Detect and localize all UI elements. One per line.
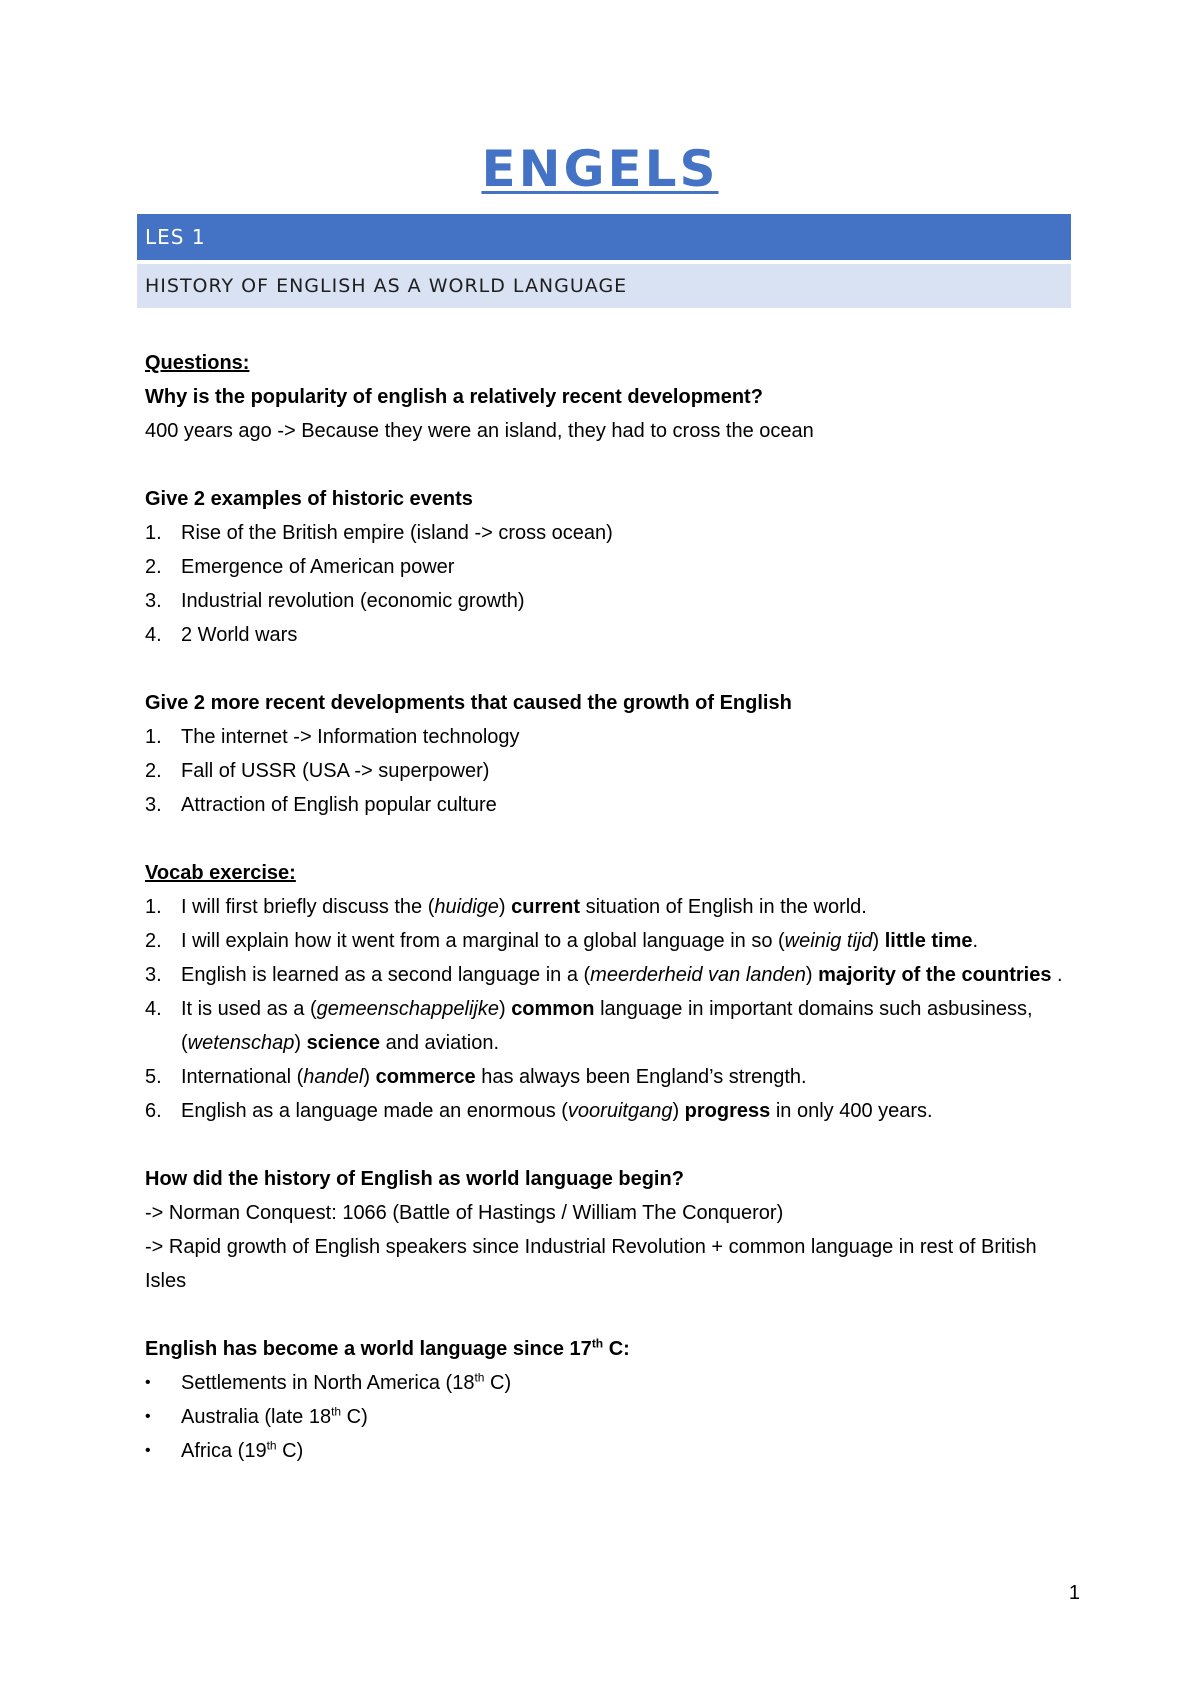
text-run: C) — [341, 1406, 368, 1428]
text-run: C) — [276, 1440, 304, 1462]
dutch-term: weinig tijd — [784, 930, 873, 952]
text-run: ) — [498, 896, 512, 918]
page-number: 1 — [1068, 1582, 1080, 1604]
english-term: science — [306, 1032, 381, 1054]
superscript: th — [591, 1336, 604, 1351]
english-term: current — [511, 896, 581, 918]
bullet-icon: • — [145, 1374, 151, 1391]
historic-list — [145, 516, 1075, 652]
list-text — [181, 1366, 1075, 1400]
dutch-term: huidige — [434, 896, 499, 918]
list-number: 1. — [145, 522, 162, 544]
question-1: Why is the popularity of english a relatively recent development? — [145, 386, 763, 408]
document-body — [145, 346, 1075, 1468]
list-item — [145, 584, 1075, 618]
list-text — [181, 1400, 1075, 1434]
text-run: ) — [672, 1100, 685, 1122]
list-number: 2. — [145, 760, 162, 782]
text-run: English is learned as a second language in a ( — [181, 964, 591, 986]
text-run: Africa (19 — [181, 1440, 267, 1462]
text-run: It is used as a ( — [181, 998, 317, 1020]
text-run: and aviation. — [380, 1032, 500, 1054]
list-text: Industrial revolution (economic growth) — [181, 590, 525, 612]
list-number: 6. — [145, 1100, 162, 1122]
dutch-term: wetenschap — [187, 1032, 295, 1054]
answer-1: 400 years ago -> Because they were an island, they had to cross the ocean — [145, 420, 814, 442]
superscript: th — [266, 1438, 277, 1453]
vocab-list — [145, 890, 1075, 1128]
list-item — [145, 516, 1075, 550]
list-number: 2. — [145, 556, 162, 578]
english-term: majority of the countries — [818, 964, 1052, 986]
list-item — [145, 788, 1075, 822]
world-list — [145, 1366, 1075, 1468]
bullet-icon: • — [145, 1408, 151, 1425]
bullet-icon: • — [145, 1442, 151, 1459]
list-text — [181, 1060, 1075, 1094]
english-term: progress — [684, 1100, 771, 1122]
historic-heading: Give 2 examples of historic events — [145, 488, 473, 510]
text-run: Australia (late 18 — [181, 1406, 332, 1428]
list-item — [145, 618, 1075, 652]
text-run: ) — [805, 964, 819, 986]
list-number: 5. — [145, 1066, 162, 1088]
list-text — [181, 992, 1075, 1060]
text-run: Settlements in North America (18 — [181, 1372, 475, 1394]
list-item — [145, 754, 1075, 788]
list-text — [181, 924, 1075, 958]
list-item — [145, 992, 1075, 1060]
english-term: little time — [884, 930, 973, 952]
document-title: ENGELS — [481, 140, 719, 198]
list-number: 4. — [145, 624, 162, 646]
list-number: 3. — [145, 590, 162, 612]
text-run: . — [1051, 964, 1063, 986]
list-text — [181, 1094, 1075, 1128]
list-text: Emergence of American power — [181, 556, 455, 578]
list-text: 2 World wars — [181, 624, 298, 646]
list-text — [181, 958, 1075, 992]
list-item — [145, 1400, 1075, 1434]
list-item — [145, 1434, 1075, 1468]
begin-line-1: -> Norman Conquest: 1066 (Battle of Hastings / William The Conqueror) — [145, 1202, 784, 1224]
text-run: C) — [484, 1372, 512, 1394]
text-run: . — [972, 930, 979, 952]
lesson-subtitle: HISTORY OF ENGLISH AS A WORLD LANGUAGE — [137, 264, 1071, 308]
superscript: th — [474, 1370, 485, 1385]
list-item — [145, 890, 1075, 924]
lesson-header: LES 1 — [137, 214, 1071, 260]
text-run: ) — [363, 1066, 376, 1088]
world-heading — [145, 1332, 1075, 1366]
list-item — [145, 924, 1075, 958]
text-run: International ( — [181, 1066, 304, 1088]
list-text — [181, 1434, 1075, 1468]
dutch-term: handel — [303, 1066, 364, 1088]
questions-heading: Questions: — [145, 352, 250, 374]
english-term: common — [511, 998, 595, 1020]
list-number: 1. — [145, 726, 162, 748]
text-run: ) — [294, 1032, 307, 1054]
dutch-term: vooruitgang — [567, 1100, 673, 1122]
text-run: English as a language made an enormous ( — [181, 1100, 568, 1122]
list-number: 3. — [145, 794, 162, 816]
text-run: English has become a world language since 17 — [145, 1338, 592, 1360]
list-number: 3. — [145, 964, 162, 986]
list-number: 1. — [145, 896, 162, 918]
list-item — [145, 958, 1075, 992]
text-run: I will explain how it went from a marginal to a global language in so ( — [181, 930, 785, 952]
list-number: 2. — [145, 930, 162, 952]
dutch-term: gemeenschappelijke — [316, 998, 499, 1020]
text-run: situation of English in the world. — [580, 896, 867, 918]
dutch-term: meerderheid van landen — [590, 964, 806, 986]
text-run: language in important domains such asbusiness, ( — [181, 998, 1033, 1054]
list-item — [145, 550, 1075, 584]
list-text: Rise of the British empire (island -> cross ocean) — [181, 522, 613, 544]
list-text: Attraction of English popular culture — [181, 794, 497, 816]
superscript: th — [331, 1404, 342, 1419]
list-item — [145, 720, 1075, 754]
list-text: Fall of USSR (USA -> superpower) — [181, 760, 490, 782]
text-run: has always been England’s strength. — [475, 1066, 807, 1088]
vocab-heading: Vocab exercise: — [145, 862, 296, 884]
list-text: The internet -> Information technology — [181, 726, 520, 748]
list-item — [145, 1366, 1075, 1400]
recent-heading: Give 2 more recent developments that caused the growth of English — [145, 692, 792, 714]
text-run: C: — [603, 1338, 630, 1360]
list-number: 4. — [145, 998, 162, 1020]
begin-heading: How did the history of English as world language begin? — [145, 1168, 684, 1190]
english-term: commerce — [375, 1066, 476, 1088]
list-text — [181, 890, 1075, 924]
text-run: ) — [498, 998, 512, 1020]
text-run: in only 400 years. — [770, 1100, 933, 1122]
begin-line-2: -> Rapid growth of English speakers since Industrial Revolution + common language in rest of British Isles — [145, 1236, 1037, 1292]
recent-list — [145, 720, 1075, 822]
text-run: I will first briefly discuss the ( — [181, 896, 435, 918]
list-item — [145, 1060, 1075, 1094]
text-run: ) — [872, 930, 885, 952]
list-item — [145, 1094, 1075, 1128]
